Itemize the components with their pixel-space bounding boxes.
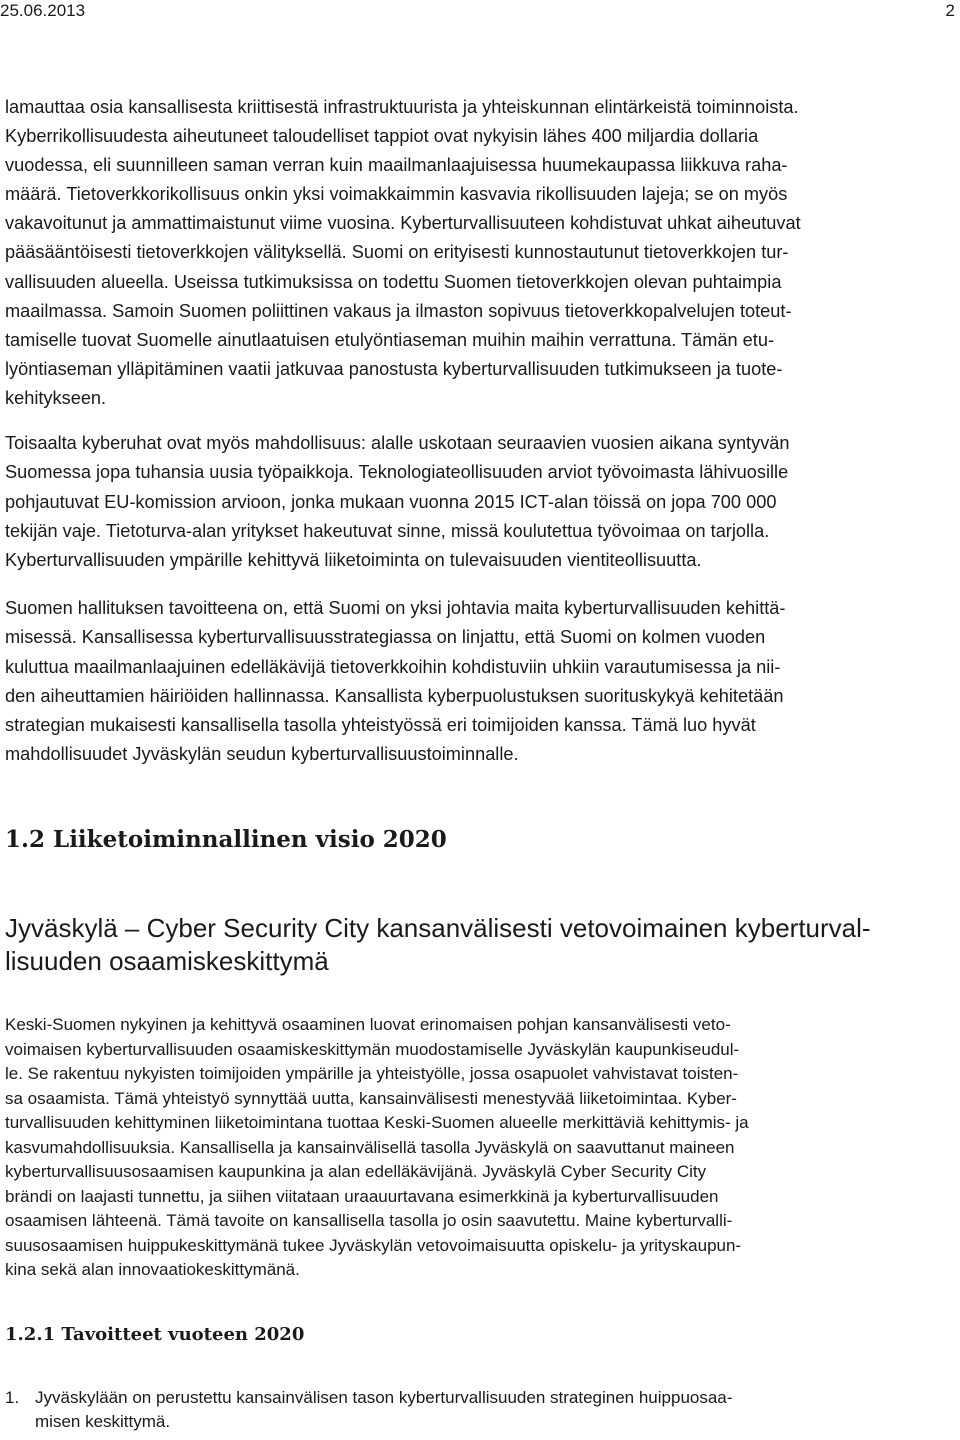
- text-line: tekijän vaje. Tietoturva-alan yritykset hakeutuvat sinne, missä koulutettua työvoimaa on tarjolla.: [5, 520, 770, 541]
- text-line: strategian mukaisesti kansallisella tasolla yhteistyössä eri toimijoiden kanssa. Tämä luo hyvät: [5, 715, 756, 736]
- text-line: Suomessa jopa tuhansia uusia työpaikkoja. Teknologiateollisuuden arviot työvoimasta lähivuosille: [5, 462, 789, 483]
- section-heading: 1.2 Liiketoiminnallinen visio 2020: [5, 826, 447, 853]
- subsection-heading: 1.2.1 Tavoitteet vuoteen 2020: [5, 1324, 305, 1345]
- text-line: maailmassa. Samoin Suomen poliittinen vakaus ja ilmaston sopivuus tietoverkkopalvelujen toteut-: [5, 300, 792, 321]
- text-line: Kyberrikollisuudesta aiheutuneet taloudelliset tappiot ovat nykyisin lähes 400 miljardia dollaria: [5, 126, 759, 147]
- paragraph-government-goal: [5, 594, 957, 770]
- page-number: 2: [945, 1, 955, 20]
- goals-list: [5, 1386, 957, 1434]
- vision-line: lisuuden osaamiskeskittymä: [5, 946, 329, 976]
- text-line: Toisaalta kyberuhat ovat myös mahdollisuus: alalle uskotaan seuraavien vuosien aikana syntyvän: [5, 433, 790, 453]
- text-line: sa osaamista. Tämä yhteistyö synnyttää uutta, kansainvälisesti menestyvää liiketoimintaa. Kyber-: [5, 1088, 737, 1108]
- text-line: lyöntiaseman ylläpitäminen vaatii jatkuvaa panostusta kyberturvallisuuden tutkimukseen ja tuote-: [5, 358, 783, 379]
- text-line: kyberturvallisuusosaamisen kaupunkina ja alan edelläkävijänä. Jyväskylä Cyber Security City: [5, 1162, 707, 1181]
- text-line: vuodessa, eli suunnilleen saman verran kuin maailmanlaajuisessa huumekaupassa liikkuva raha-: [5, 155, 788, 176]
- text-line: osaamisen lähteenä. Tämä tavoite on kansallisella tasolla jo osin saavutettu. Maine kyberturvalli-: [5, 1211, 733, 1230]
- text-line: vallisuuden alueella. Useissa tutkimuksissa on todettu Suomen tietoverkkojen olevan puhtaimpia: [5, 271, 782, 292]
- text-line: Keski-Suomen nykyinen ja kehittyvä osaaminen luovat erinomaisen pohjan kansanvälisesti veto-: [5, 1015, 731, 1034]
- text-line: turvallisuuden kehittyminen liiketoimintana tuottaa Keski-Suomen alueelle merkittäviä kehittymis- ja: [5, 1113, 749, 1132]
- paragraph-cybercrime: [5, 93, 957, 413]
- text-line: kehitykseen.: [5, 387, 107, 408]
- paragraph-opportunity: [5, 429, 957, 575]
- text-line: voimaisen kyberturvallisuuden osaamiskeskittymän muodostamiselle Jyväskylän kaupunkiseudul-: [5, 1039, 740, 1059]
- list-item: [5, 1386, 957, 1434]
- text-line: vakavoitunut ja ammattimaistunut viime vuosina. Kyberturvallisuuteen kohdistuvat uhkat aiheutuvat: [5, 213, 801, 234]
- text-line: le. Se rakentuu nykyisten toimijoiden ympärille ja yhteistyölle, jossa osapuolet vahvistavat toisten-: [5, 1064, 739, 1083]
- text-line: määrä. Tietoverkkorikollisuus onkin yksi voimakkaimmin kasvavia rikollisuuden lajeja; se on myös: [5, 184, 788, 205]
- vision-line: Jyväskylä – Cyber Security City kansanvälisesti vetovoimainen kyberturval-: [5, 913, 871, 943]
- text-line: tamiselle tuovat Suomelle ainutlaatuisen etulyöntiaseman muihin maihin verrattuna. Tämän etu-: [5, 329, 775, 350]
- text-line: pohjautuvat EU-komission arvioon, jonka mukaan vuonna 2015 ICT-alan töissä on jopa 700 000: [5, 491, 777, 512]
- text-line: mahdollisuudet Jyväskylän seudun kyberturvallisuustoiminnalle.: [5, 744, 519, 765]
- paragraph-regional-expertise: [5, 1013, 957, 1283]
- vision-statement: [5, 912, 957, 978]
- text-line: den aiheuttamien häiriöiden hallinnassa. Kansallista kyberpuolustuksen suorituskykyä kehitetään: [5, 685, 784, 706]
- text-line: brändi on laajasti tunnettu, ja siihen viitataan uraauurtavana esimerkkinä ja kyberturvallisuuden: [5, 1186, 719, 1206]
- text-line: misessä. Kansallisessa kyberturvallisuusstrategiassa on linjattu, että Suomi on kolmen vuoden: [5, 627, 766, 648]
- text-line: lamauttaa osia kansallisesta kriittisestä infrastruktuurista ja yhteiskunnan elintärkeistä toiminnoista.: [5, 97, 799, 117]
- header-date: 25.06.2013: [0, 1, 86, 20]
- text-line: Kyberturvallisuuden ympärille kehittyvä liiketoiminta on tulevaisuuden vientiteollisuutta.: [5, 550, 702, 571]
- text-line: pääsääntöisesti tietoverkkojen välityksellä. Suomi on erityisesti kunnostautunut tietoverkkojen tur-: [5, 242, 789, 263]
- list-item-text: misen keskittymä.: [35, 1412, 171, 1431]
- text-line: kina sekä alan innovaatiokeskittymänä.: [5, 1260, 300, 1279]
- list-item-text: Jyväskylään on perustettu kansainvälisen tason kyberturvallisuuden strateginen huippuosaa-: [35, 1388, 733, 1407]
- text-line: kuluttua maailmanlaajuinen edelläkävijä tietoverkkoihin kohdistuviin uhkiin varautumisessa ja nii-: [5, 656, 781, 677]
- text-line: kasvumahdollisuuksia. Kansallisella ja kansainvälisellä tasolla Jyväskylä on saavuttanut maineen: [5, 1137, 735, 1157]
- list-item-number: 1.: [5, 1388, 20, 1407]
- text-line: Suomen hallituksen tavoitteena on, että Suomi on yksi johtavia maita kyberturvallisuuden kehittä-: [5, 598, 786, 618]
- text-line: suusosaamisen huippukeskittymänä tukee Jyväskylän vetovoimaisuutta opiskelu- ja yrityskaupun-: [5, 1235, 742, 1255]
